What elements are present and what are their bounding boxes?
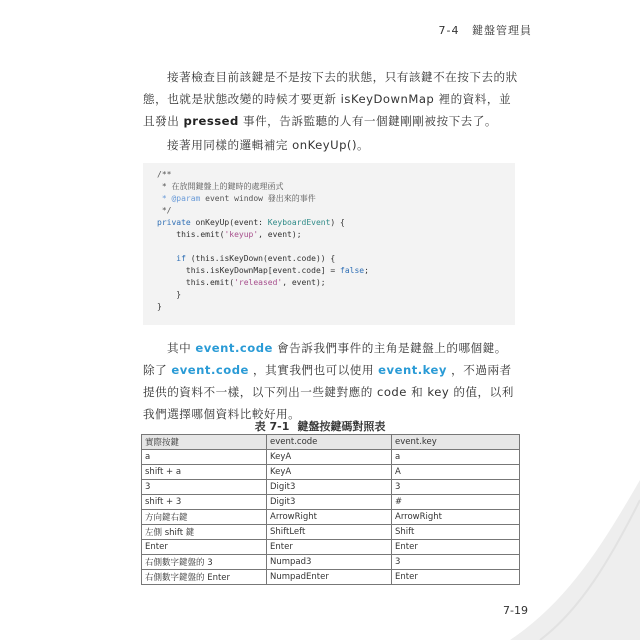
table-caption-number: 表 7-1 bbox=[254, 420, 290, 433]
table-cell: NumpadEnter bbox=[267, 570, 392, 585]
code-text: , event); bbox=[282, 278, 326, 287]
table-row bbox=[142, 480, 520, 495]
table-cell: shift + 3 bbox=[142, 495, 267, 510]
chapter-number: 7-4 bbox=[438, 24, 460, 37]
table-cell: KeyA bbox=[267, 465, 392, 480]
code-text: this.emit( bbox=[157, 278, 235, 287]
code-line: /** bbox=[157, 170, 172, 179]
column-header: event.key bbox=[392, 435, 520, 450]
table-row bbox=[142, 540, 520, 555]
para1-bold-pressed: pressed bbox=[183, 114, 239, 128]
table-cell: a bbox=[142, 450, 267, 465]
table-cell: Shift bbox=[392, 525, 520, 540]
table-row bbox=[142, 450, 520, 465]
table-row bbox=[142, 525, 520, 540]
code-block bbox=[143, 163, 515, 325]
para3-text: 會告訴我們事件的主角是鍵盤上的哪個鍵。除了 bbox=[143, 341, 507, 377]
table-cell: KeyA bbox=[267, 450, 392, 465]
paragraph-3 bbox=[143, 337, 518, 425]
code-line bbox=[157, 229, 515, 241]
code-text: ; bbox=[364, 266, 369, 275]
code-line bbox=[157, 193, 515, 205]
key-code-table bbox=[141, 434, 520, 585]
code-type: KeyboardEvent bbox=[267, 218, 331, 227]
code-keyword: if bbox=[157, 254, 186, 263]
code-line bbox=[157, 277, 515, 289]
table-row bbox=[142, 570, 520, 585]
running-header bbox=[439, 22, 532, 38]
decorative-page-curve bbox=[510, 480, 640, 640]
table-cell: 右側數字鍵盤的 3 bbox=[142, 555, 267, 570]
code-string: 'released' bbox=[234, 278, 283, 287]
table-cell: Enter bbox=[142, 540, 267, 555]
code-line bbox=[157, 265, 515, 277]
table-cell: Enter bbox=[392, 540, 520, 555]
code-line bbox=[157, 217, 515, 229]
paragraph-2 bbox=[143, 134, 518, 156]
code-text: ) { bbox=[330, 218, 345, 227]
code-line bbox=[157, 253, 515, 265]
table-cell: 方向鍵右鍵 bbox=[142, 510, 267, 525]
table-cell: a bbox=[392, 450, 520, 465]
page-number: 7-19 bbox=[503, 604, 528, 617]
table-cell: ShiftLeft bbox=[267, 525, 392, 540]
code-keyword: private bbox=[157, 218, 191, 227]
table-row bbox=[142, 510, 520, 525]
para3-text: 其中 bbox=[167, 341, 196, 355]
table-cell: # bbox=[392, 495, 520, 510]
code-param-tag: * @param bbox=[157, 194, 201, 203]
para3-text: ，不過兩者提供的資料不一樣，以下列出一些鍵對應的 code 和 key 的值，以利我們選擇哪個資料比較好用。 bbox=[143, 363, 514, 421]
table-cell: Numpad3 bbox=[267, 555, 392, 570]
code-keyword: false bbox=[340, 266, 365, 275]
table-row bbox=[142, 465, 520, 480]
table-cell: 3 bbox=[392, 555, 520, 570]
code-text: this.emit( bbox=[157, 230, 225, 239]
paragraph-1 bbox=[143, 66, 518, 132]
table-cell: 左側 shift 鍵 bbox=[142, 525, 267, 540]
para1-text-b: 事件，告訴監聽的人有一個鍵剛剛被按下去了。 bbox=[238, 114, 497, 128]
para3-text: ，其實我們也可以使用 bbox=[248, 363, 379, 377]
table-cell: ArrowRight bbox=[392, 510, 520, 525]
code-text: this.isKeyDownMap[event.code] = bbox=[157, 266, 341, 275]
code-line: } bbox=[157, 302, 162, 311]
code-text: (this.isKeyDown(event.code)) { bbox=[185, 254, 336, 263]
table-cell: ArrowRight bbox=[267, 510, 392, 525]
table-cell: 右側數字鍵盤的 Enter bbox=[142, 570, 267, 585]
table-row bbox=[142, 555, 520, 570]
para1-text-a: 接著檢查目前該鍵是不是按下去的狀態，只有該鍵不在按下去的狀態，也就是狀態改變的時候才要更新 isKeyDownMap 裡的資料，並且發出 bbox=[143, 70, 518, 128]
table-row bbox=[142, 495, 520, 510]
table-caption-title: 鍵盤按鍵碼對照表 bbox=[297, 420, 386, 433]
table-cell: Enter bbox=[392, 570, 520, 585]
para2-text: 接著用同樣的邏輯補完 onKeyUp()。 bbox=[167, 138, 370, 152]
table-caption bbox=[0, 418, 640, 434]
code-line: * 在放開鍵盤上的鍵時的處理函式 bbox=[157, 182, 284, 191]
code-comment-text: event window 發出來的事件 bbox=[200, 194, 316, 203]
code-text: onKeyUp(event: bbox=[190, 218, 268, 227]
code-line bbox=[157, 241, 515, 253]
inline-code-event-key: event.key bbox=[378, 363, 447, 377]
table-header-row bbox=[142, 435, 520, 450]
table-cell: 3 bbox=[392, 480, 520, 495]
table-cell: 3 bbox=[142, 480, 267, 495]
column-header: event.code bbox=[267, 435, 392, 450]
code-line: } bbox=[157, 290, 182, 299]
code-line: */ bbox=[157, 206, 172, 215]
table-cell: A bbox=[392, 465, 520, 480]
inline-code-event-code: event.code bbox=[171, 363, 249, 377]
code-string: 'keyup' bbox=[224, 230, 259, 239]
column-header: 實際按鍵 bbox=[142, 435, 267, 450]
inline-code-event-code: event.code bbox=[195, 341, 273, 355]
table-cell: Enter bbox=[267, 540, 392, 555]
table-cell: shift + a bbox=[142, 465, 267, 480]
code-text: , event); bbox=[258, 230, 302, 239]
table-cell: Digit3 bbox=[267, 480, 392, 495]
table-cell: Digit3 bbox=[267, 495, 392, 510]
chapter-title: 鍵盤管理員 bbox=[472, 24, 532, 37]
